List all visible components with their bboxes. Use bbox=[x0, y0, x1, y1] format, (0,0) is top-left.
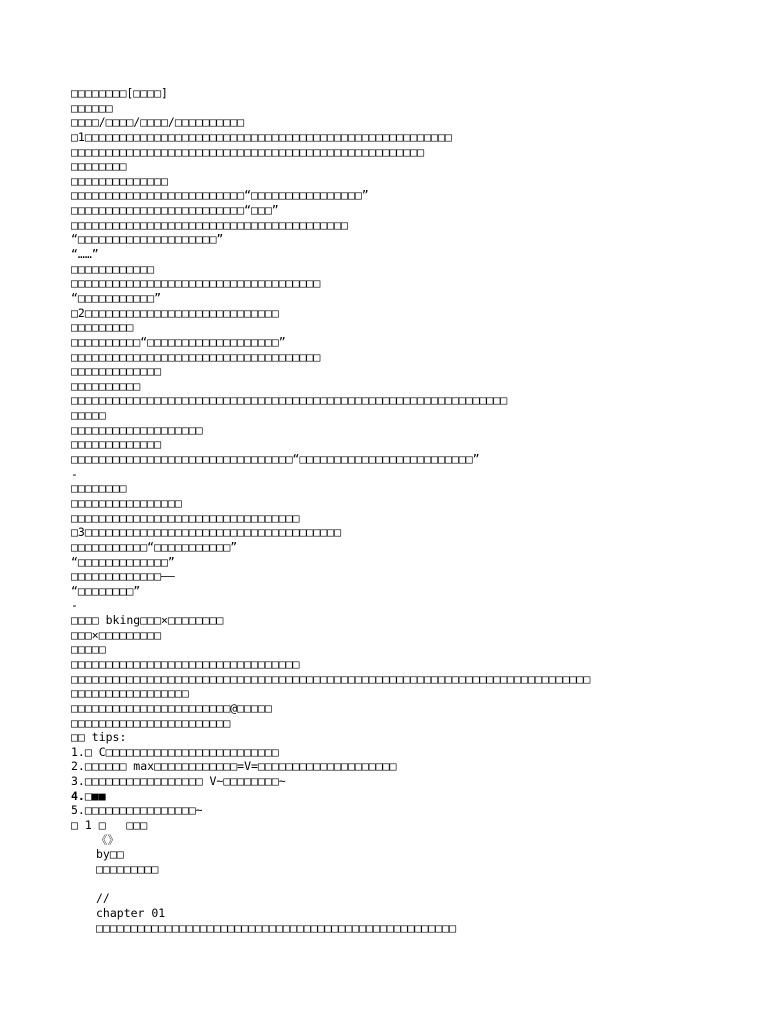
text-line: □ 1 □ □□□ bbox=[71, 818, 148, 833]
document-body bbox=[71, 86, 731, 935]
text-line: □□□□□□□□ bbox=[71, 481, 127, 496]
text-line: □□□□□□□□□□□□□□□□□□□□□□□ bbox=[71, 715, 231, 730]
text-line: - bbox=[71, 466, 78, 481]
text-line: □□□□□□□□□□ bbox=[71, 378, 141, 393]
text-line: □□□□□□□□□□□□□□□□□ bbox=[71, 686, 189, 701]
text-line: □□□□□□□□□□□□□□□□□□□□□□□□□□□□□□□□□ bbox=[71, 656, 300, 671]
text-line: □□□□□□ bbox=[71, 100, 113, 115]
text-line: □□ tips: bbox=[71, 730, 127, 745]
text-line: □□□□□□□□□□□□□□□□□□□□□□□□□□□□□□□□□□□□□□□□□□□□□□□□□□□□□□□□□□□□□□□□□□□□□□□□□□□ bbox=[71, 671, 591, 686]
text-line: □□□□□ bbox=[71, 408, 106, 423]
text-line: 《》 bbox=[96, 832, 119, 847]
text-line: □□□□□□□□□□□□□□□□□□□□□□□□□□□□□□□□□□□□ bbox=[71, 276, 321, 291]
text-line: by□□ bbox=[96, 847, 124, 862]
text-line: □□□×□□□□□□□□□ bbox=[71, 627, 162, 642]
text-line: 5.□□□□□□□□□□□□□□□□~ bbox=[71, 803, 203, 818]
text-line: □□□□/□□□□/□□□□/□□□□□□□□□□ bbox=[71, 115, 245, 130]
text-line: □□□□□ bbox=[71, 642, 106, 657]
text-line: “……” bbox=[71, 247, 99, 262]
text-line: □□□□ bking□□□×□□□□□□□□ bbox=[71, 613, 224, 628]
text-line: □□□□□□□□□ bbox=[96, 861, 159, 876]
text-line: □□□□□□□□ bbox=[71, 159, 127, 174]
text-line: 1.□ C□□□□□□□□□□□□□□□□□□□□□□□□□ bbox=[71, 744, 279, 759]
text-line: “□□□□□□□□□□□□□□□□□□□□” bbox=[71, 232, 224, 247]
text-line: □□□□□□□□□□□□□ bbox=[71, 437, 162, 452]
text-line: □1□□□□□□□□□□□□□□□□□□□□□□□□□□□□□□□□□□□□□□□□□□□□□□□□□□□□□ bbox=[71, 129, 452, 144]
blank-line bbox=[71, 877, 731, 892]
text-line: □□□□□□□□□□□□□□ bbox=[71, 173, 168, 188]
text-line: □□□□□□□□□□□□□□□□□□□□□□□□□□□□□□□□□□□□□□□□□□□□□□□□□□□ bbox=[71, 144, 425, 159]
text-line: 3.□□□□□□□□□□□□□□□□□ V~□□□□□□□□~ bbox=[71, 774, 286, 789]
text-line: chapter 01 bbox=[96, 905, 166, 920]
text-line: - bbox=[71, 598, 78, 613]
text-line: □□□□□□□□□□□□□□□□□□□□□□□□□□□□□□□□□□□□ bbox=[71, 349, 321, 364]
text-line: “□□□□□□□□” bbox=[71, 583, 141, 598]
text-line: □□□□□□□□□ bbox=[71, 320, 134, 335]
text-line: □□□□□□□□□□□□ bbox=[71, 261, 155, 276]
text-line: “□□□□□□□□□□□□□” bbox=[71, 554, 175, 569]
text-line: // bbox=[96, 891, 110, 906]
text-line: “□□□□□□□□□□□” bbox=[71, 290, 162, 305]
text-line: □□□□□□□□[□□□□] bbox=[71, 86, 168, 100]
text-line: □3□□□□□□□□□□□□□□□□□□□□□□□□□□□□□□□□□□□□□ bbox=[71, 525, 342, 540]
text-line: □□□□□□□□□□□□□□□□□□□□□□□□□□□□□□□□□□□□□□□□□□□□□□□□□□□□ bbox=[96, 920, 457, 935]
text-line: □□□□□□□□□□□“□□□□□□□□□□□” bbox=[71, 539, 238, 554]
text-line: 2.□□□□□□ max□□□□□□□□□□□□=V=□□□□□□□□□□□□□□□□□□□□ bbox=[71, 759, 397, 774]
text-line: □□□□□□□□□□□□□□□□□□□ bbox=[71, 422, 203, 437]
text-line: □2□□□□□□□□□□□□□□□□□□□□□□□□□□□□ bbox=[71, 305, 279, 320]
text-line: □□□□□□□□□□□□□□□□□□□□□□□@□□□□□ bbox=[71, 700, 272, 715]
text-line: □□□□□□□□□□□□□ bbox=[71, 364, 162, 379]
text-line: □□□□□□□□□□□□□□□□□□□□□□□□□□□□□□□□“□□□□□□□□□□□□□□□□□□□□□□□□□” bbox=[71, 452, 480, 467]
text-line: □□□□□□□□□□□□□□□□□□□□□□□□□“□□□□□□□□□□□□□□□□” bbox=[71, 188, 369, 203]
text-line: □□□□□□□□□□“□□□□□□□□□□□□□□□□□□□” bbox=[71, 334, 286, 349]
text-line: □□□□□□□□□□□□□□□□□□□□□□□□□□□□□□□□□ bbox=[71, 510, 300, 525]
text-line: □□□□□□□□□□□□□□□□□□□□□□□□□“□□□” bbox=[71, 203, 279, 218]
text-line: □□□□□□□□□□□□□—— bbox=[71, 569, 175, 584]
text-line: □□□□□□□□□□□□□□□□□□□□□□□□□□□□□□□□□□□□□□□□ bbox=[71, 217, 348, 232]
text-line: 4.□■■ bbox=[71, 788, 106, 803]
text-line: □□□□□□□□□□□□□□□□ bbox=[71, 495, 182, 510]
text-line: □□□□□□□□□□□□□□□□□□□□□□□□□□□□□□□□□□□□□□□□□□□□□□□□□□□□□□□□□□□□□□□ bbox=[71, 393, 508, 408]
